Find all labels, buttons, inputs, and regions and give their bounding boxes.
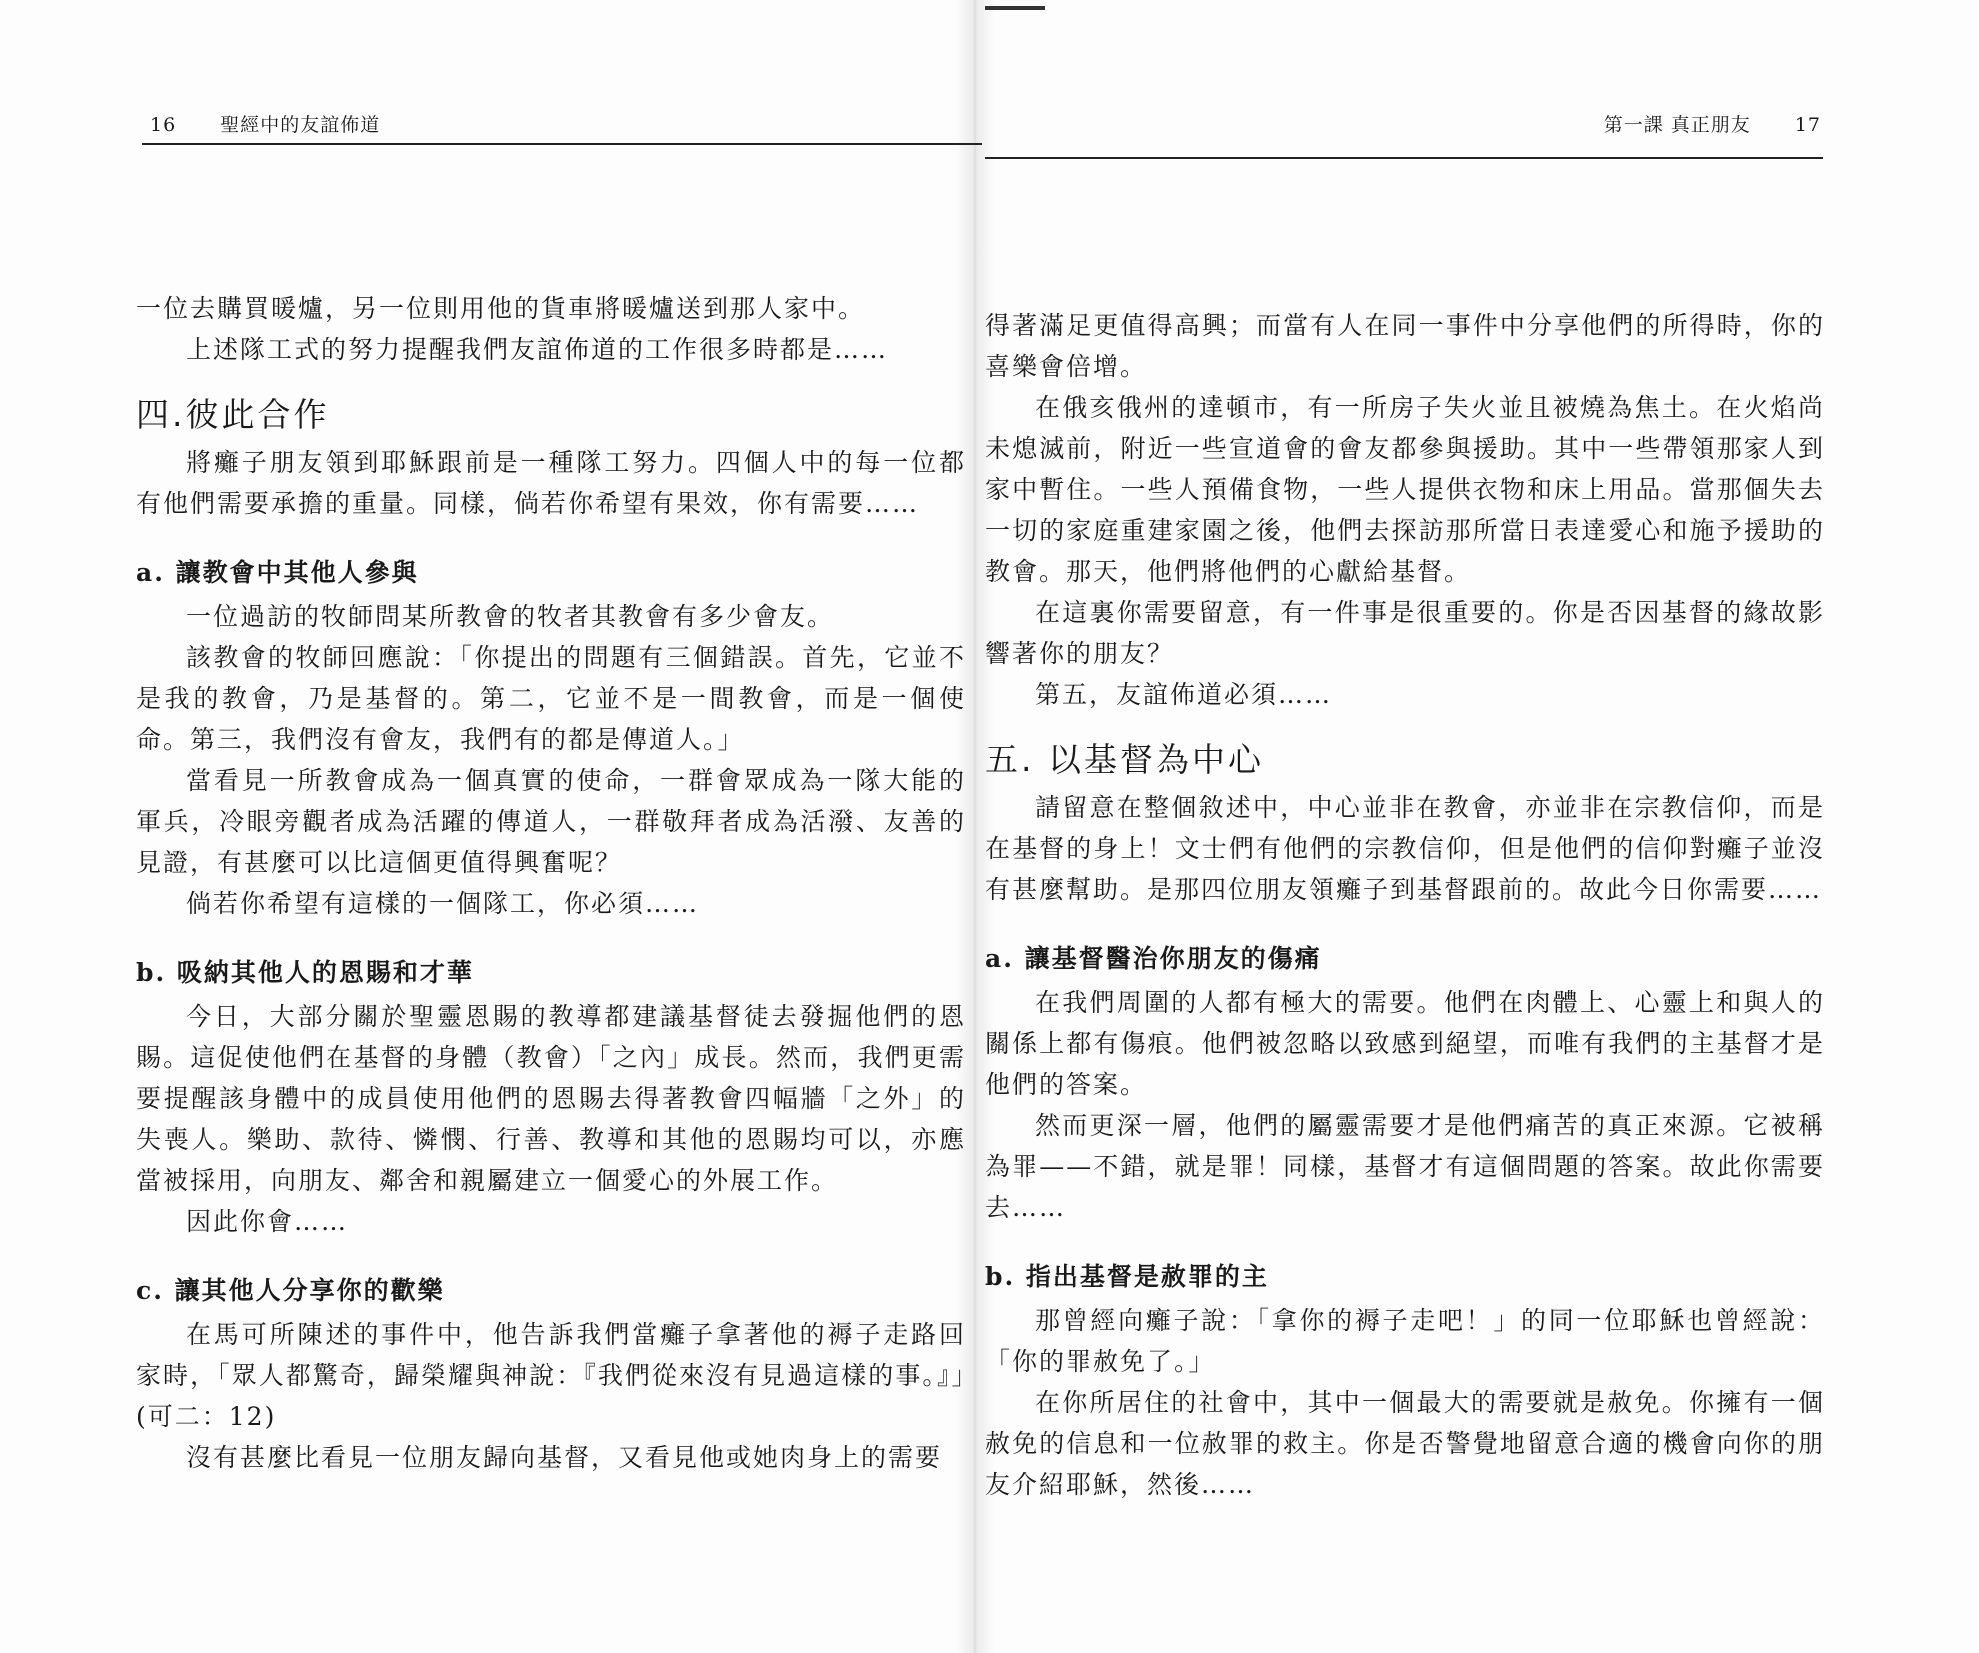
left-running-title: 聖經中的友誼佈道 (220, 114, 381, 136)
paragraph: 在馬可所陳述的事件中，他告訴我們當癱子拿著他的褥子走路回家時，「眾人都驚奇，歸榮耀與神說：『我們從來沒有見過這樣的事。』」(可二：12) (136, 1320, 966, 1431)
left-page-body (136, 288, 966, 1478)
paragraph: 沒有甚麼比看見一位朋友歸向基督，又看見他或她肉身上的需要 (186, 1443, 943, 1472)
right-page-number: 17 (1794, 114, 1821, 136)
paragraph: 倘若你希望有這樣的一個隊工，你必須…… (186, 889, 700, 918)
left-page-number: 16 (150, 114, 177, 136)
right-header-rule (985, 157, 1823, 159)
paragraph: 第五，友誼佈道必須…… (1035, 680, 1333, 709)
paragraph: 今日，大部分關於聖靈恩賜的教導都建議基督徒去發掘他們的恩賜。這促使他們在基督的身體（教會）「之內」成長。然而，我們更需要提醒該身體中的成員使用他們的恩賜去得著教會四幅牆「之外」的失喪人。樂助、款待、憐憫、行善、教導和其他的恩賜均可以，亦應當被採用，向朋友、鄰舍和親屬建立一個愛心的外展工作。 (136, 1002, 966, 1195)
paragraph: 在這裏你需要留意，有一件事是很重要的。你是否因基督的緣故影響著你的朋友？ (985, 598, 1825, 668)
paragraph: 因此你會…… (186, 1207, 349, 1236)
paragraph: 將癱子朋友領到耶穌跟前是一種隊工努力。四個人中的每一位都有他們需要承擔的重量。同樣，倘若你希望有果效，你有需要…… (136, 448, 966, 518)
paragraph: 然而更深一層，他們的屬靈需要才是他們痛苦的真正來源。它被稱為罪——不錯，就是罪！同樣，基督才有這個問題的答案。故此你需要去…… (985, 1111, 1825, 1222)
paragraph: 那曾經向癱子說：「拿你的褥子走吧！」的同一位耶穌也曾經說：「你的罪赦免了。」 (985, 1306, 1825, 1376)
left-header-rule (142, 143, 982, 145)
left-page (0, 0, 975, 1653)
scan-edge-mark (985, 6, 1045, 10)
subheading-b: b. 指出基督是赦罪的主 (985, 1262, 1269, 1291)
right-page (985, 0, 1979, 1653)
paragraph: 得著滿足更值得高興；而當有人在同一事件中分享他們的所得時，你的喜樂會倍增。 (985, 311, 1825, 381)
paragraph: 請留意在整個敘述中，中心並非在教會，亦並非在宗教信仰，而是在基督的身上！文士們有他們的宗教信仰，但是他們的信仰對癱子並沒有甚麼幫助。是那四位朋友領癱子到基督跟前的。故此今日你需要…… (985, 793, 1825, 904)
paragraph: 當看見一所教會成為一個真實的使命，一群會眾成為一隊大能的軍兵，冷眼旁觀者成為活躍的傳道人，一群敬拜者成為活潑、友善的見證，有甚麼可以比這個更值得興奮呢？ (136, 766, 966, 877)
subheading-b: b. 吸納其他人的恩賜和才華 (136, 958, 474, 987)
subheading-c: c. 讓其他人分享你的歡樂 (136, 1276, 445, 1305)
paragraph: 一位過訪的牧師問某所教會的牧者其教會有多少會友。 (186, 602, 835, 631)
paragraph: 上述隊工式的努力提醒我們友誼佈道的工作很多時都是…… (186, 335, 889, 364)
right-running-title: 第一課 真正朋友 (1603, 114, 1751, 136)
section-heading-5: 五. 以基督為中心 (985, 740, 1264, 779)
right-page-body (985, 305, 1825, 1505)
right-running-head (1604, 110, 1821, 137)
paragraph: 在你所居住的社會中，其中一個最大的需要就是赦免。你擁有一個赦免的信息和一位赦罪的救主。你是否警覺地留意合適的機會向你的朋友介紹耶穌，然後…… (985, 1388, 1825, 1499)
section-heading-4: 四.彼此合作 (136, 395, 330, 434)
subheading-a: a. 讓基督醫治你朋友的傷痛 (985, 944, 1322, 973)
paragraph: 在我們周圍的人都有極大的需要。他們在肉體上、心靈上和與人的關係上都有傷痕。他們被忽略以致感到絕望，而唯有我們的主基督才是他們的答案。 (985, 988, 1825, 1099)
paragraph: 在俄亥俄州的達頓市，有一所房子失火並且被燒為焦土。在火焰尚未熄滅前，附近一些宣道會的會友都參與援助。其中一些帶領那家人到家中暫住。一些人預備食物，一些人提供衣物和床上用品。當那個失去一切的家庭重建家園之後，他們去探訪那所當日表達愛心和施予援助的教會。那天，他們將他們的心獻給基督。 (985, 393, 1825, 586)
paragraph: 該教會的牧師回應說：「你提出的問題有三個錯誤。首先，它並不是我的教會，乃是基督的。第二，它並不是一間教會，而是一個使命。第三，我們沒有會友，我們有的都是傳道人。」 (136, 643, 966, 754)
left-running-head (150, 110, 380, 137)
paragraph: 一位去購買暖爐，另一位則用他的貨車將暖爐送到那人家中。 (136, 294, 866, 323)
subheading-a: a. 讓教會中其他人參與 (136, 558, 419, 587)
